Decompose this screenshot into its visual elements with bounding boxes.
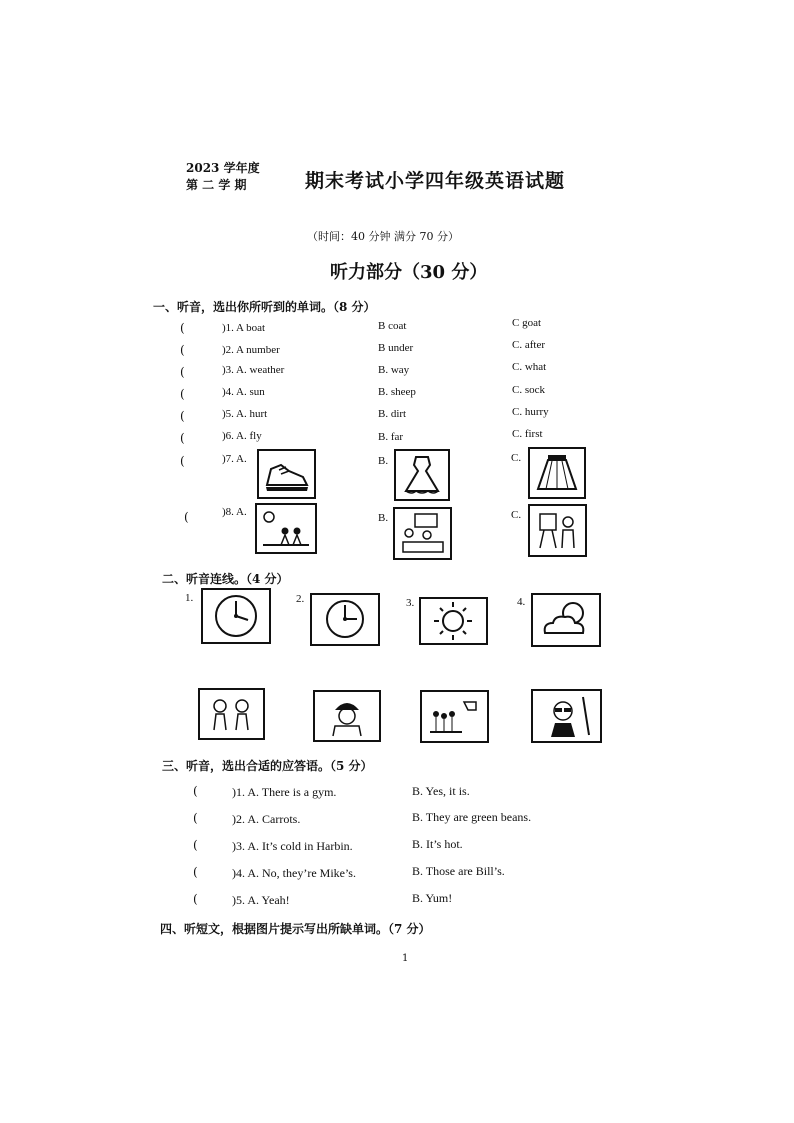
option-a: )3. A. It’s cold in Harbin. <box>232 839 353 853</box>
option-a: )2. A. Carrots. <box>232 812 301 826</box>
option-c: C. after <box>512 339 545 351</box>
answer-paren[interactable]: ( <box>180 409 185 423</box>
option-a: )5. A. hurt <box>222 408 268 420</box>
cloud-sun-icon[interactable] <box>531 593 601 647</box>
item-number: 4. <box>517 596 526 608</box>
exam-year-term <box>186 160 260 194</box>
option-a: )3. A. weather <box>222 364 285 376</box>
option-b: B. way <box>378 364 410 376</box>
term-line: 第 二 学 期 <box>186 178 247 192</box>
sun-icon[interactable] <box>419 597 488 645</box>
answer-paren[interactable]: ( <box>193 838 198 852</box>
dress-icon <box>394 449 450 501</box>
answer-paren[interactable]: ( <box>180 343 185 357</box>
option-c: C. <box>511 452 522 464</box>
option-a: )1. A. There is a gym. <box>232 785 337 799</box>
option-a: )6. A. fly <box>222 430 262 442</box>
option-b: B. They are green beans. <box>412 810 532 824</box>
answer-paren[interactable]: ( <box>180 365 185 379</box>
option-b: B. Yum! <box>412 891 453 905</box>
option-a: )4. A. No, they’re Mike’s. <box>232 866 356 880</box>
option-a: )4. A. sun <box>222 386 265 398</box>
answer-paren[interactable]: ( <box>193 892 198 906</box>
part1-heading: 一、听音，选出你所听到的单词。（8 分） <box>153 300 376 314</box>
option-b: B. <box>378 512 389 524</box>
sneaker-icon <box>257 449 316 499</box>
answer-paren[interactable]: ( <box>180 387 185 401</box>
answer-paren[interactable]: ( <box>180 454 185 468</box>
option-a: )2. A number <box>222 344 280 356</box>
painting-icon <box>528 504 587 557</box>
option-a: )7. A. <box>222 453 247 465</box>
part2-heading: 二、听音连线。（4 分） <box>162 572 289 586</box>
item-number: 2. <box>296 593 305 605</box>
option-b: B. Yes, it is. <box>412 784 470 798</box>
option-c: C. <box>511 509 522 521</box>
option-b: B under <box>378 342 414 354</box>
answer-paren[interactable]: ( <box>193 784 198 798</box>
clock-icon[interactable] <box>201 588 271 644</box>
option-c: C goat <box>512 317 542 329</box>
garden-icon[interactable] <box>420 690 489 743</box>
page-number: 1 <box>402 953 409 964</box>
answer-paren[interactable]: ( <box>193 865 198 879</box>
picnic-icon <box>255 503 317 554</box>
part4-heading: 四、听短文，根据图片提示写出所缺单词。（7 分） <box>160 922 431 936</box>
cyclist-icon[interactable] <box>313 690 381 742</box>
option-b: B. dirt <box>378 408 407 420</box>
option-a: )8. A. <box>222 506 247 518</box>
option-b: B. far <box>378 431 404 443</box>
classroom-icon <box>393 507 452 560</box>
clock-icon[interactable] <box>310 593 380 646</box>
option-b: B. It’s hot. <box>412 837 463 851</box>
option-c: C. hurry <box>512 406 549 418</box>
option-b: B coat <box>378 320 407 332</box>
option-b: B. sheep <box>378 386 416 398</box>
item-number: 1. <box>185 592 194 604</box>
exam-title: 期末考试小学四年级英语试题 <box>305 170 566 192</box>
option-c: C. sock <box>512 384 545 396</box>
option-b: B. Those are Bill’s. <box>412 864 505 878</box>
section-title: 听力部分（30 分） <box>330 262 488 283</box>
option-a: )1. A boat <box>222 322 266 334</box>
sunglasses-icon[interactable] <box>531 689 602 743</box>
answer-paren[interactable]: ( <box>184 510 189 524</box>
kids-icon[interactable] <box>198 688 265 740</box>
answer-paren[interactable]: ( <box>180 431 185 445</box>
answer-paren[interactable]: ( <box>180 321 185 335</box>
part3-heading: 三、听音，选出合适的应答语。（5 分） <box>162 759 373 773</box>
exam-subtitle: （时间：40 分钟 满分 70 分） <box>307 230 459 243</box>
item-number: 3. <box>406 597 415 609</box>
option-c: C. first <box>512 428 543 440</box>
answer-paren[interactable]: ( <box>193 811 198 825</box>
option-a: )5. A. Yeah! <box>232 893 290 907</box>
option-b: B. <box>378 455 389 467</box>
year-line: 2023 学年度 <box>186 161 260 175</box>
skirt-icon <box>528 447 586 499</box>
option-c: C. what <box>512 361 547 373</box>
